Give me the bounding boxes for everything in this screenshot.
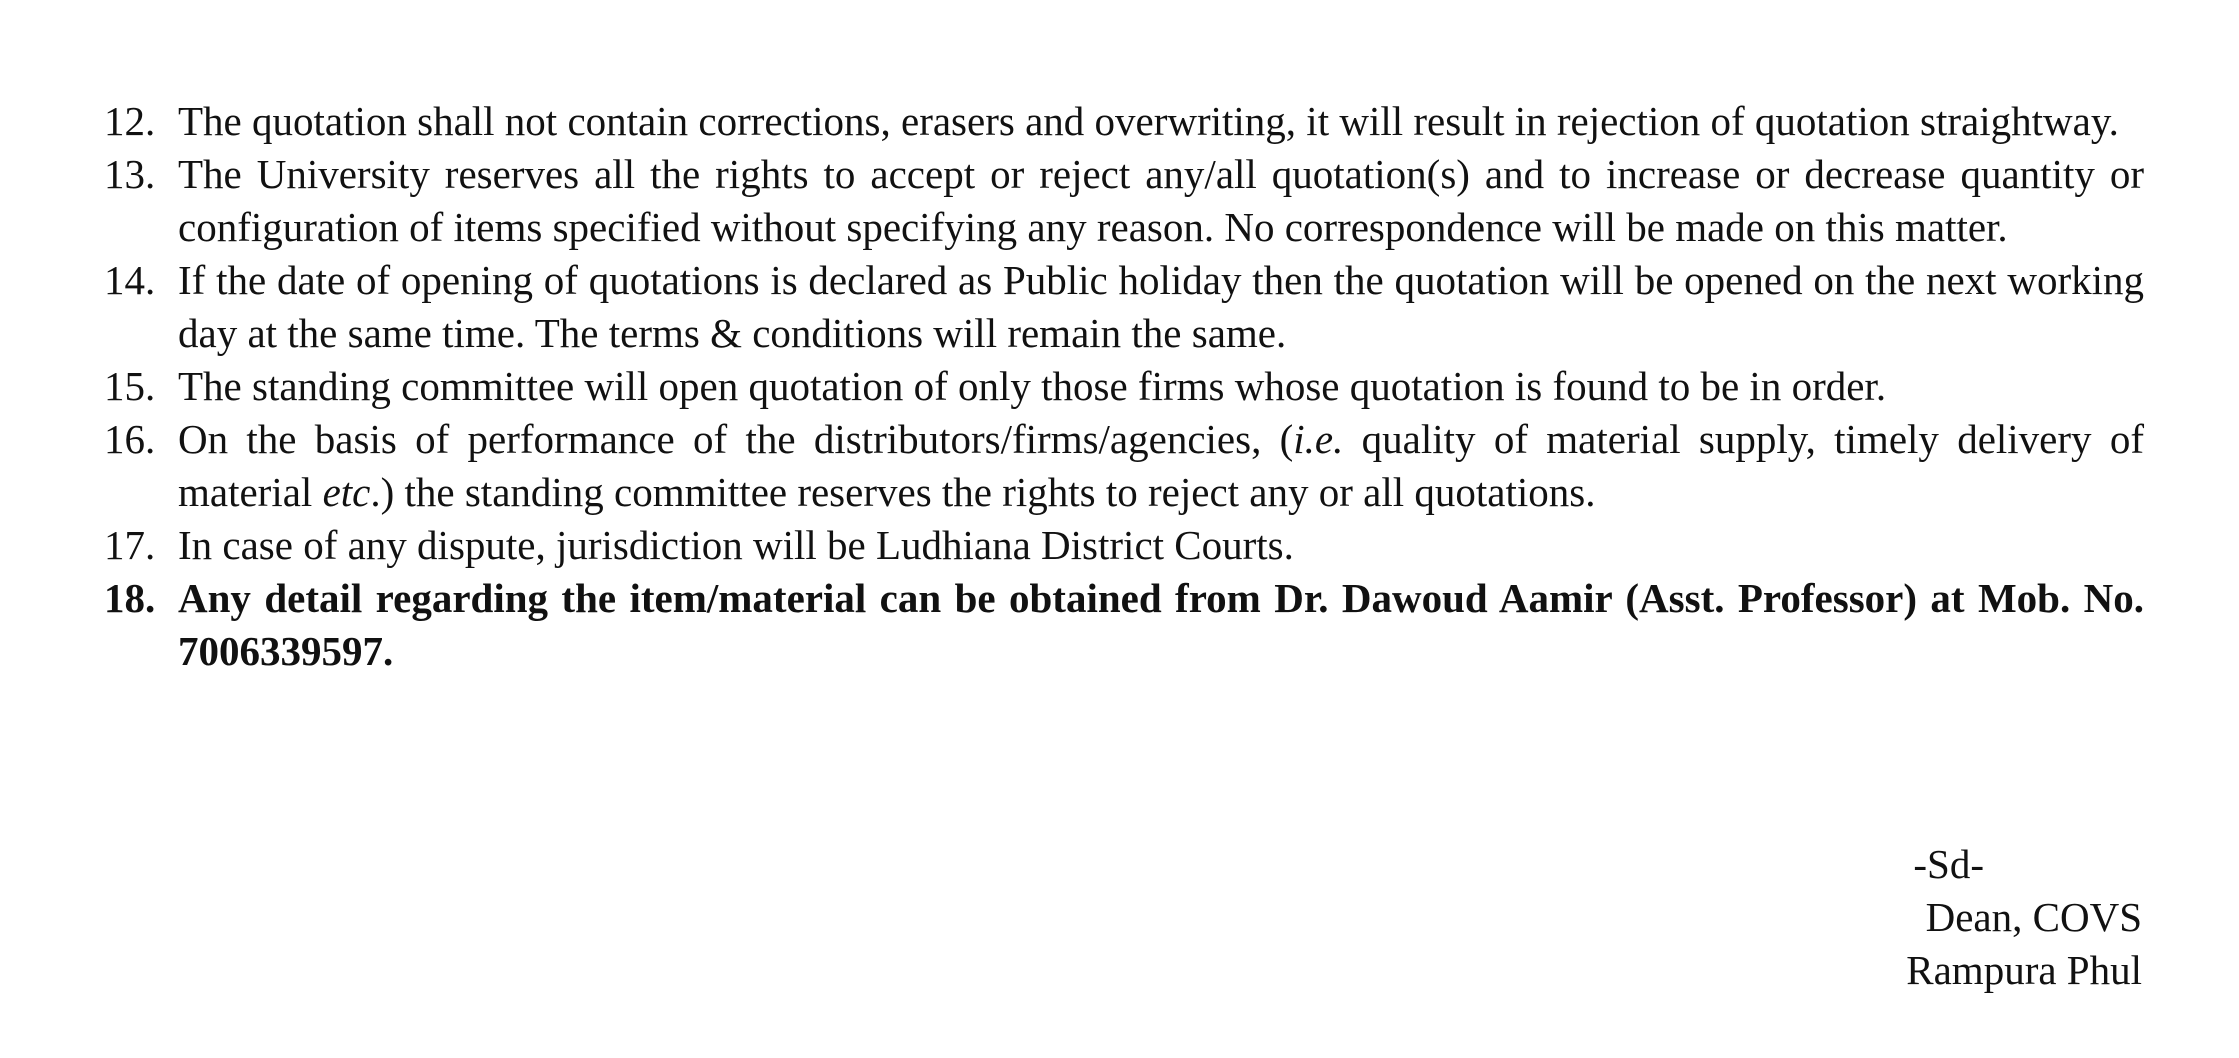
clause-text — [178, 416, 2144, 515]
clause-number: 16. — [104, 416, 156, 462]
clause-number: 15. — [104, 363, 156, 409]
clause-number: 14. — [104, 257, 156, 303]
clause-13 — [104, 148, 2144, 254]
clause-number: 17. — [104, 522, 156, 568]
terms-list — [104, 95, 2144, 678]
clause-text-italic: etc — [322, 469, 371, 515]
clause-12 — [104, 95, 2144, 148]
clause-14 — [104, 254, 2144, 360]
signature-block — [1906, 838, 2142, 997]
clause-16 — [104, 413, 2144, 519]
clause-text: The quotation shall not contain corrections, erasers and overwriting, it will result in rejection of quotation straightway. — [178, 98, 2119, 144]
clause-18 — [104, 572, 2144, 678]
signature-designation: Dean, COVS — [1925, 894, 2142, 940]
clause-text-part: .) the standing committee reserves the rights to reject any or all quotations. — [370, 469, 1596, 515]
clause-text-part: quality of material supply, timely delivery of material — [178, 416, 2144, 515]
signature-place: Rampura Phul — [1906, 947, 2142, 993]
clause-17 — [104, 519, 2144, 572]
clause-text: Any detail regarding the item/material can be obtained from Dr. Dawoud Aamir (Asst. Professor) at Mob. No. 7006339597. — [178, 575, 2144, 674]
clause-text: The standing committee will open quotation of only those firms whose quotation is found to be in order. — [178, 363, 1887, 409]
clause-text-italic: i.e. — [1293, 416, 1344, 462]
signature-sd: -Sd- — [1913, 841, 1984, 887]
clause-number: 13. — [104, 151, 156, 197]
clause-text: In case of any dispute, jurisdiction will be Ludhiana District Courts. — [178, 522, 1294, 568]
clause-text: The University reserves all the rights to accept or reject any/all quotation(s) and to increase or decrease quantity or configuration of items specified without specifying any reason. No correspondence will be made on this matter. — [178, 151, 2144, 250]
clause-text-part: On the basis of performance of the distributors/firms/agencies, ( — [178, 416, 1294, 462]
clause-15 — [104, 360, 2144, 413]
clause-number: 12. — [104, 98, 156, 144]
clause-text: If the date of opening of quotations is declared as Public holiday then the quotation will be opened on the next working day at the same time. The terms & conditions will remain the same. — [178, 257, 2144, 356]
clause-number: 18. — [104, 575, 156, 621]
